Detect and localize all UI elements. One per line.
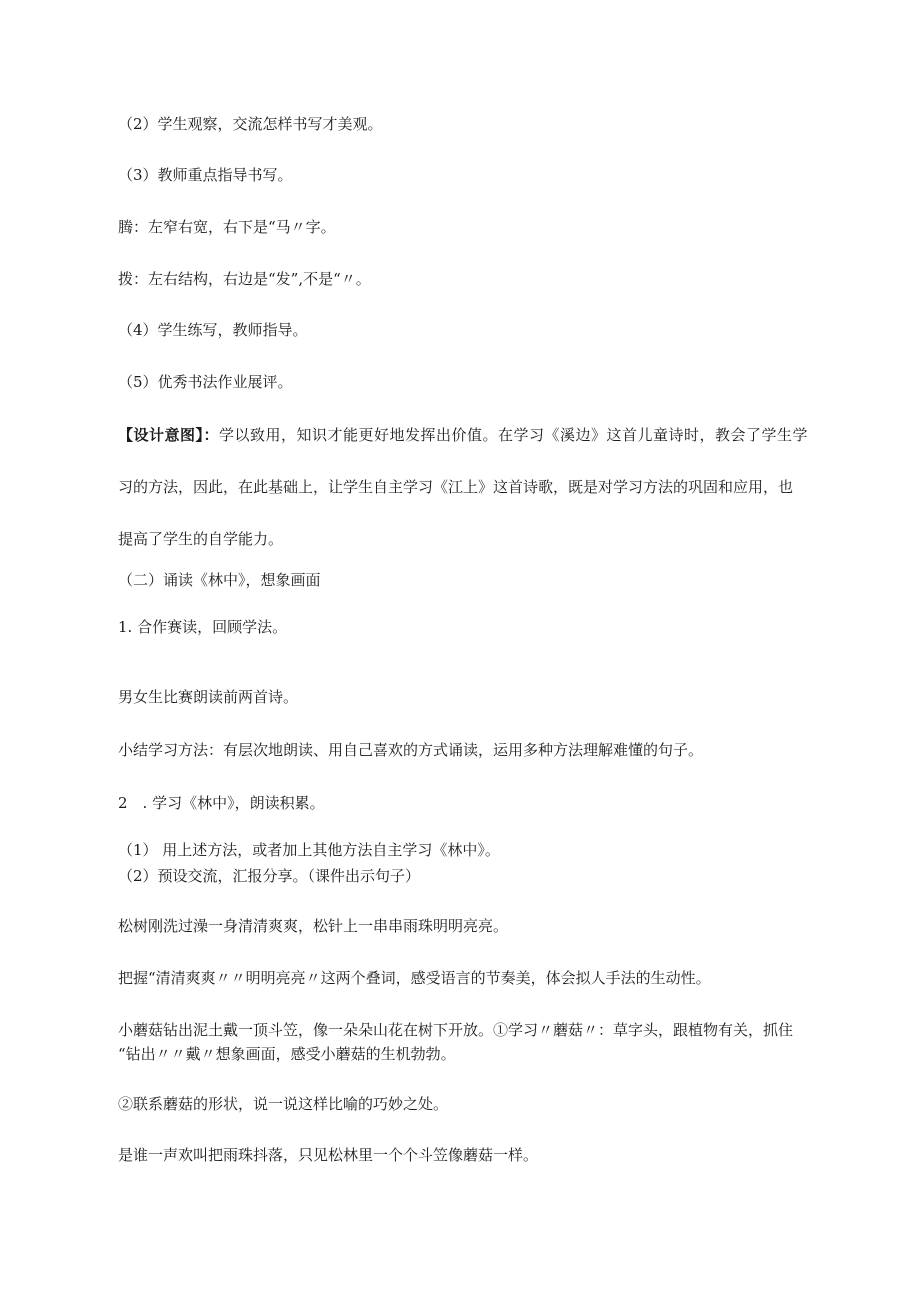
text-line: 习的方法，因此，在此基础上，让学生自主学习《江上》这首诗歌，既是对学习方法的巩固和应用，也 [118, 478, 794, 496]
text-line: （5）优秀书法作业展评。 [118, 373, 293, 391]
text-line: （2）预设交流，汇报分享。（课件出示句子） [118, 867, 421, 885]
text-line: “钻出〃〃戴〃想象画面，感受小蘑菇的生机勃勃。 [118, 1045, 456, 1063]
text-line: 2 . 学习《林中》，朗读积累。 [118, 794, 325, 812]
text-line: ②联系蘑菇的形状，说一说这样比喻的巧妙之处。 [118, 1095, 449, 1113]
text-line: （1） 用上述方法，或者加上其他方法自主学习《林中》。 [118, 841, 500, 859]
text-line: （3）教师重点指导书写。 [118, 166, 293, 184]
text-line: （2）学生观察，交流怎样书写才美观。 [118, 115, 383, 133]
design-intent-label: 【设计意图】： [118, 426, 220, 444]
text-line: 拨：左右结构，右边是“发”,不是“〃。 [118, 270, 371, 288]
text-line: 小结学习方法：有层次地朗读、用自己喜欢的方式诵读，运用多种方法理解难懂的句子。 [118, 741, 704, 759]
text-line: 男女生比赛朗读前两首诗。 [118, 688, 299, 706]
text-line: 是谁一声欢叫把雨珠抖落，只见松林里一个个斗笠像蘑菇一样。 [118, 1146, 539, 1164]
section-heading: （二）诵读《林中》，想象画面 [118, 571, 321, 589]
text-line: 松树刚洗过澡一身清清爽爽，松针上一串串雨珠明明亮亮。 [118, 917, 509, 935]
text-line: 小蘑菇钻出泥土戴一顶斗笠，像一朵朵山花在树下开放。①学习〃蘑菇〃：草字头，跟植物有关，抓住 [118, 1021, 794, 1039]
text-line: 学以致用，知识才能更好地发挥出价值。在学习《溪边》这首儿童诗时，教会了学生学 [219, 426, 809, 444]
text-line: 提高了学生的自学能力。 [118, 530, 284, 548]
text-line: （4）学生练写，教师指导。 [118, 321, 308, 339]
text-line: 把握“清清爽爽〃〃明明亮亮〃这两个叠词，感受语言的节奏美，体会拟人手法的生动性。 [118, 969, 711, 987]
text-line: 1. 合作赛读，回顾学法。 [118, 618, 288, 636]
design-intent-paragraph [118, 425, 808, 445]
text-line: 腾：左窄右宽，右下是“马〃字。 [118, 218, 336, 236]
